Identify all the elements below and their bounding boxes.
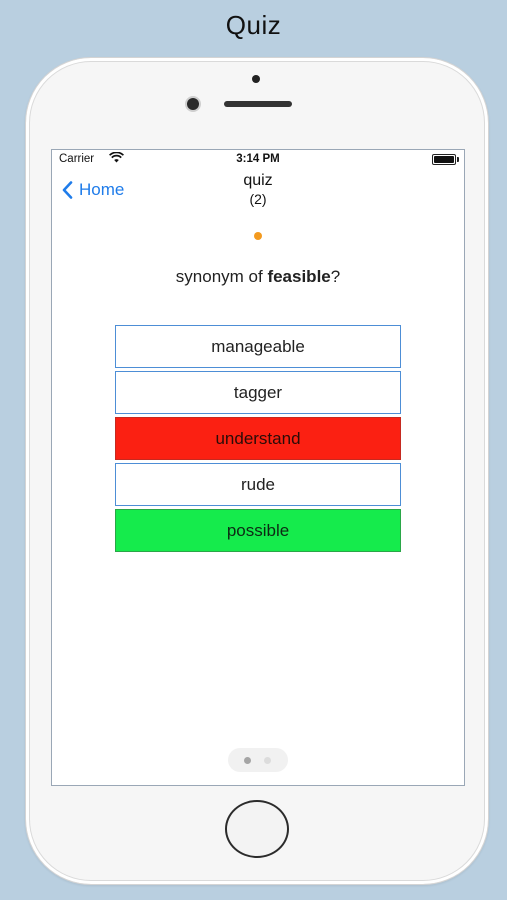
question-prefix: synonym of	[175, 267, 268, 286]
page-dot	[264, 757, 271, 764]
answer-option-understand[interactable]: understand	[115, 417, 401, 460]
progress-dot	[254, 232, 262, 240]
front-camera	[187, 98, 199, 110]
home-button[interactable]	[225, 800, 289, 858]
earpiece-speaker	[224, 101, 292, 107]
status-bar	[52, 150, 464, 168]
nav-title: quiz	[243, 172, 273, 189]
phone-screen	[51, 149, 465, 786]
answer-option-tagger[interactable]: tagger	[115, 371, 401, 414]
answer-option-rude[interactable]: rude	[115, 463, 401, 506]
page-dot-current	[244, 757, 251, 764]
answer-option-manageable[interactable]: manageable	[115, 325, 401, 368]
question-suffix: ?	[330, 267, 341, 286]
answer-list	[115, 325, 401, 555]
carrier-label: Carrier	[59, 153, 95, 165]
battery-icon	[432, 154, 456, 165]
back-button-label: Home	[79, 180, 125, 199]
question-word: feasible	[267, 267, 331, 286]
nav-subtitle: (2)	[249, 191, 267, 207]
answer-option-possible[interactable]: possible	[115, 509, 401, 552]
question-text	[52, 267, 464, 287]
app-store-title: Quiz	[225, 10, 282, 40]
page-indicator[interactable]	[228, 748, 288, 772]
status-time: 3:14 PM	[236, 153, 280, 165]
proximity-sensor	[252, 75, 260, 83]
